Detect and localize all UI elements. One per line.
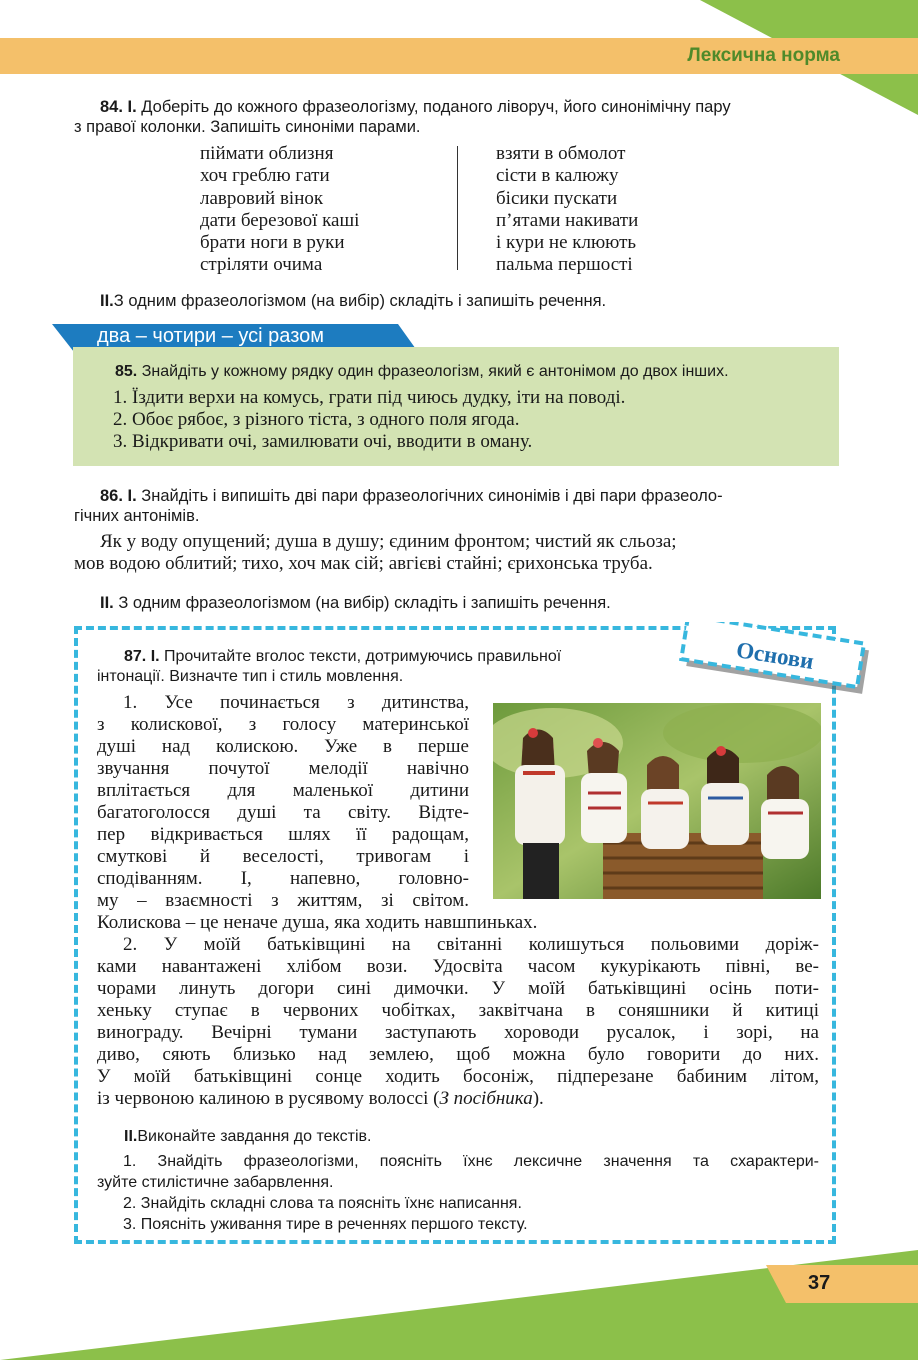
- phrase-right: бісики пускати: [496, 187, 618, 209]
- ex85-item: 3. Відкривати очі, замилювати очі, вводити в оману.: [113, 431, 533, 452]
- ex87-task-item: зуйте стилістичне забарвлення.: [97, 1174, 334, 1191]
- text1-line: смуткові й веселості, тривогам і: [97, 846, 469, 867]
- ex84-part2: [100, 290, 606, 312]
- ex87-tasks: [97, 1151, 819, 1235]
- phrase-left: лавровий вінок: [200, 187, 324, 209]
- ex86-number: 86. І.: [100, 487, 137, 505]
- ex87-task-item: 3. Поясніть уживання тире в реченнях першого тексту.: [123, 1216, 528, 1233]
- text1-line: пер відкривається шлях її радощам,: [97, 824, 469, 845]
- text2-last-text: із червоною калиною в русявому волоссі (: [97, 1088, 440, 1109]
- ex86-part2-text: З одним фразеологізмом (на вибір) складіть і запишіть речення.: [118, 594, 611, 612]
- ex84-part2-number: ІІ.: [100, 292, 114, 310]
- text2-line: У моїй батьківщині сонце ходить босоніж, підперезане бабиним літом,: [97, 1066, 819, 1087]
- page-number-band: [766, 1265, 918, 1303]
- ex87-task-line1: [124, 646, 561, 668]
- page-number: 37: [808, 1272, 831, 1294]
- ex87-task-item: 1. Знайдіть фразеологізми, поясніть їхнє лексичне значення та схарактери-: [123, 1153, 819, 1170]
- text1-line: з колискової, з голосу материнської: [97, 714, 469, 735]
- osnovy-label: Основи: [734, 637, 816, 674]
- ex87-part2-text: Виконайте завдання до текстів.: [137, 1128, 372, 1145]
- ex87-task-line2: інтонації. Визначте тип і стиль мовлення.: [97, 668, 404, 685]
- text2-line: чорами линуть догори сині димочки. У моїй батьківщині осінь поти-: [97, 978, 819, 999]
- ex86-text-line2: мов водою облитий; тихо, хоч мак сій; авгієві стайні; єрихонська труба.: [74, 553, 653, 574]
- text1-line: вплітається для маленької дитини: [97, 780, 469, 801]
- ex86-part2-number: ІІ.: [100, 594, 114, 612]
- ex84-task-line1: [100, 96, 731, 118]
- ex87-number: 87. І.: [124, 648, 160, 665]
- phrase-left: дати березової каші: [200, 209, 360, 231]
- text1-line: багатоголосся душі та світу. Відте-: [97, 802, 469, 823]
- ex84-task-line2: з правої колонки. Запишіть синоніми парами.: [74, 118, 421, 136]
- banner-label: два – чотири – усі разом: [97, 325, 325, 347]
- column-divider: [457, 146, 458, 270]
- ex85-item: 2. Обоє рябоє, з різного тіста, з одного поля ягода.: [113, 409, 520, 430]
- ex86-task-line1: [100, 485, 723, 507]
- phrase-right: сісти в калюжу: [496, 165, 619, 187]
- ex86-task-line2: гічних антонімів.: [74, 507, 200, 525]
- phrase-right: і кури не клюють: [496, 232, 637, 254]
- phrase-right: пальма першості: [496, 254, 633, 276]
- ex85-task: [115, 361, 729, 383]
- ex87-task-item: 2. Знайдіть складні слова та поясніть їхнє написання.: [123, 1195, 522, 1212]
- ex85-item: 1. Їздити верхи на комусь, грати під чиюсь дудку, іти на поводі.: [113, 387, 626, 408]
- phrase-left: стріляти очима: [200, 254, 323, 276]
- text1-line: 1. Усе починається з дитинства,: [123, 692, 469, 713]
- ex85-number: 85.: [115, 363, 138, 380]
- phrase-left: хоч греблю гати: [200, 165, 330, 187]
- phrase-right: взяти в обмолот: [496, 143, 626, 164]
- text2-line: хеньку ступає в червоних чобітках, заквітчана в соняшники й китиці: [97, 1000, 819, 1021]
- text1-line: звучання почутої мелодії навічно: [97, 758, 469, 779]
- ex87-text2: [97, 934, 819, 1110]
- ex87-task-text1: Прочитайте вголос тексти, дотримуючись правильної: [164, 648, 562, 665]
- text1-last-line: Колискова – це неначе душа, яка ходить навшпиньках.: [97, 912, 538, 933]
- text2-line: 2. У моїй батьківщині на світанні колишуться польовими доріж-: [123, 934, 819, 955]
- ex85-task-text: Знайдіть у кожному рядку один фразеологізм, який є антонімом до двох інших.: [141, 363, 729, 380]
- ex84-part2-text: З одним фразеологізмом (на вибір) складіть і запишіть речення.: [113, 292, 607, 310]
- text-source: З посібника: [439, 1088, 533, 1109]
- phrase-left: брати ноги в руки: [200, 232, 345, 254]
- text1-line: сподіванням. І, напевно, головно-: [97, 868, 469, 889]
- ex84-right-column: [496, 143, 638, 277]
- ex86-part2: [100, 592, 611, 614]
- phrase-right: п’ятами накивати: [496, 209, 639, 231]
- ex87-part2-number: ІІ.: [124, 1128, 138, 1145]
- phrase-left: піймати облизня: [200, 143, 334, 164]
- ex87-text1: [97, 692, 469, 912]
- text2-line: ками навантажені хлібом вози. Удосвіта часом кукурікають півні, ве-: [97, 956, 819, 977]
- ex84-task-text1: Доберіть до кожного фразеологізму, поданого ліворуч, його синонімічну пару: [141, 98, 731, 116]
- text2-line: винограду. Вечірні тумани заступають хороводи русалок, і зорі, на: [97, 1022, 819, 1043]
- ex84-number: 84. І.: [100, 98, 137, 116]
- ex86-text-line1: Як у воду опущений; душа в душу; єдиним фронтом; чистий як сльоза;: [100, 531, 677, 552]
- text-source-end: ).: [532, 1088, 544, 1109]
- ex86-task-text1: Знайдіть і випишіть дві пари фразеологічних синонімів і дві пари фразеоло-: [141, 487, 723, 505]
- text2-line: диво, сяють близько над землею, щоб можна було говорити до них.: [97, 1044, 819, 1065]
- section-title: Лексична норма: [687, 45, 840, 66]
- ex87-part2: [124, 1126, 372, 1148]
- photo-girls-folk-costumes: [493, 703, 821, 899]
- ex84-left-column: [200, 143, 359, 277]
- text2-last-line: [97, 1088, 819, 1110]
- text1-line: душі над колискою. Уже в перше: [97, 736, 469, 757]
- text1-line: му – взаємності з життям, зі світом.: [97, 890, 469, 911]
